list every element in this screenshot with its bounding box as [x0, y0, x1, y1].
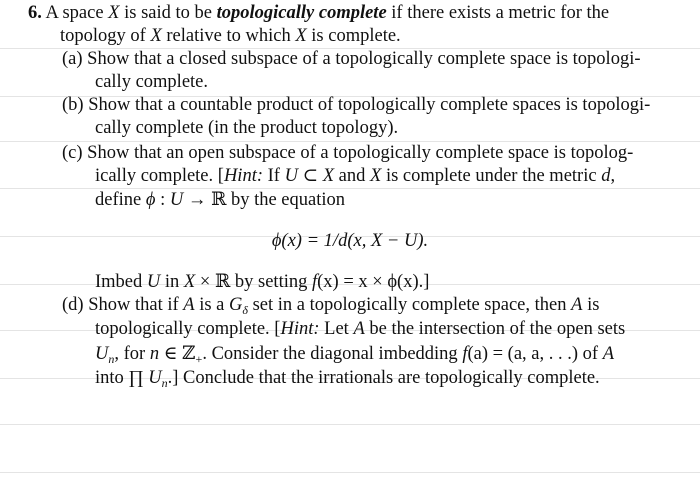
part-b-label: (b) [62, 95, 84, 115]
part-b-line-2 [95, 117, 398, 139]
part-a-line-2 [95, 71, 208, 93]
math-var: U [284, 166, 298, 186]
text: ically complete. [ [95, 166, 224, 186]
part-c-line-1 [62, 142, 633, 164]
text: set in a topologically complete space, then [247, 295, 572, 315]
part-d-line-3 [95, 343, 614, 370]
math-var: n [149, 344, 160, 364]
text: is complete. [306, 26, 401, 46]
part-c-line-4 [95, 271, 429, 293]
problem-number: 6. [28, 3, 42, 23]
math-var: U [95, 344, 109, 364]
defined-term: topologically complete [216, 3, 387, 23]
text: , [610, 166, 616, 186]
math-var: A [571, 295, 583, 315]
text: × ℝ by setting [195, 272, 312, 292]
subscript: n [108, 352, 115, 366]
math-var: X [295, 26, 307, 46]
text: is said to be [119, 3, 217, 23]
subscript: + [195, 352, 203, 366]
text: → ℝ by the equation [183, 190, 346, 210]
math-var: X [370, 166, 382, 186]
text: Show that a closed subspace of a topologically complete space is topologi- [87, 49, 641, 69]
math-var: f [311, 272, 318, 292]
math-var: U [148, 368, 162, 388]
text: and [334, 166, 370, 186]
problem-intro-line-1 [28, 2, 609, 24]
subscript: n [161, 376, 168, 390]
part-c-line-2 [95, 165, 615, 187]
text: (x) = x × ϕ(x).] [317, 272, 430, 292]
text: is [582, 295, 600, 315]
part-c-line-3 [95, 189, 345, 211]
text: Show that if [88, 295, 184, 315]
text: define [95, 190, 146, 210]
text: : [155, 190, 170, 210]
text: if there exists a metric for the [386, 3, 610, 23]
problem-intro-line-2 [60, 25, 401, 47]
hint-label: Hint: [280, 319, 320, 339]
math-var: ϕ [145, 190, 156, 210]
part-d-line-4 [95, 367, 600, 394]
math-var: f [462, 344, 468, 364]
part-c-label: (c) [62, 143, 83, 163]
text: ⊂ [297, 166, 323, 186]
math-var: X [108, 3, 120, 23]
text: Let [319, 319, 354, 339]
text: topology of [60, 26, 151, 46]
text: cally complete (in the product topology). [95, 118, 399, 138]
text: ∈ ℤ [159, 344, 196, 364]
text: . Consider the diagonal imbedding [202, 344, 463, 364]
text: in [160, 272, 184, 292]
part-a-label: (a) [62, 49, 83, 69]
part-d-line-1 [62, 294, 599, 321]
text: relative to which [161, 26, 296, 46]
part-b-line-1 [62, 94, 650, 116]
text: , for [114, 344, 150, 364]
hint-label: Hint: [223, 166, 263, 186]
math-var: X [150, 26, 162, 46]
math-var: X [322, 166, 335, 186]
math-var: A [602, 344, 615, 364]
math-var: U [169, 190, 184, 210]
math-var: X [183, 272, 196, 292]
math-var: d [601, 166, 611, 186]
text: cally complete. [95, 72, 209, 92]
text: If [263, 166, 285, 186]
text: Imbed [95, 272, 147, 292]
part-d-line-2 [95, 318, 625, 340]
part-a-line-1 [62, 48, 641, 70]
math-var: A [353, 319, 365, 339]
text: is a [194, 295, 230, 315]
text: (a) = (a, a, . . .) of [467, 344, 603, 364]
text: into ∏ [95, 368, 149, 388]
text: A space [45, 3, 109, 23]
subscript: δ [242, 303, 248, 317]
text: topologically complete. [ [95, 319, 281, 339]
equation: ϕ(x) = 1/d(x, X − U). [271, 231, 429, 251]
text: is complete under the metric [381, 166, 602, 186]
math-var: U [146, 272, 161, 292]
text: Show that an open subspace of a topologically complete space is topolog- [87, 143, 634, 163]
part-d-label: (d) [62, 295, 84, 315]
text: Show that a countable product of topologically complete spaces is topologi- [88, 95, 651, 115]
math-var: G [229, 295, 243, 315]
text: .] Conclude that the irrationals are topologically complete. [167, 368, 600, 388]
math-var: A [183, 295, 195, 315]
text: be the intersection of the open sets [364, 319, 626, 339]
